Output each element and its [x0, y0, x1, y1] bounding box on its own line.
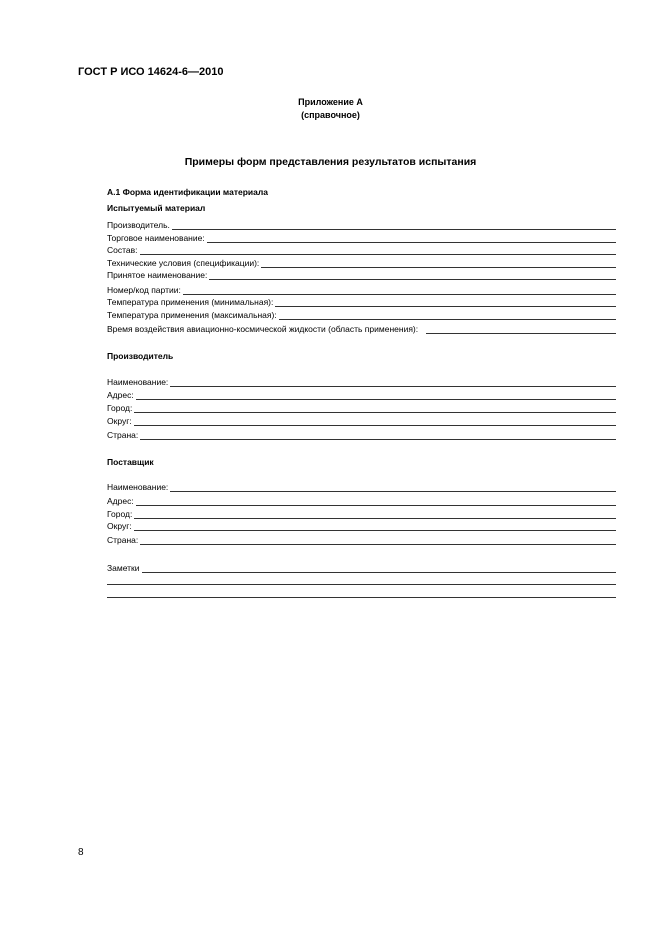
field-blank: [279, 310, 616, 320]
document-header: ГОСТ Р ИСО 14624-6—2010: [78, 66, 224, 78]
form-field-temp-min: [107, 295, 616, 307]
field-label: Страна:: [107, 535, 139, 545]
field-blank: [170, 482, 616, 492]
form-field-manufacturer-address: [107, 388, 616, 400]
field-label: Время воздействия авиационно-космической жидкости (область применения):: [107, 324, 419, 334]
form-field-manufacturer-district: [107, 414, 616, 426]
field-label: Адрес:: [107, 390, 134, 400]
section-heading: А.1 Форма идентификации материала: [107, 187, 268, 197]
form-field-supplier-district: [107, 519, 616, 531]
form-field-supplier-city: [107, 507, 616, 519]
form-field-specifications: [107, 256, 616, 268]
form-field-manufacturer-country: [107, 428, 616, 440]
field-blank: [134, 403, 616, 413]
field-blank: [170, 377, 616, 387]
field-label: Город:: [107, 509, 133, 519]
field-blank: [172, 220, 616, 230]
manufacturer-heading: Производитель: [107, 351, 174, 361]
field-label: Температура применения (минимальная):: [107, 297, 274, 307]
field-blank: [183, 285, 616, 295]
field-blank: [261, 258, 616, 268]
field-label: Наименование:: [107, 482, 169, 492]
supplier-heading: Поставщик: [107, 457, 154, 467]
field-blank: [134, 416, 616, 426]
field-label: Торговое наименование:: [107, 233, 205, 243]
form-field-manufacturer-name: [107, 375, 616, 387]
form-field-accepted-name: [107, 268, 616, 280]
notes-blank-line: [107, 597, 616, 598]
field-blank: [134, 521, 616, 531]
form-field-temp-max: [107, 308, 616, 320]
field-label: Технические условия (спецификации):: [107, 258, 260, 268]
field-label: Производитель.: [107, 220, 170, 230]
field-blank: [134, 509, 616, 519]
field-blank: [140, 535, 616, 545]
field-label: Адрес:: [107, 496, 134, 506]
field-label: Округ:: [107, 521, 132, 531]
field-blank: [140, 430, 616, 440]
form-field-notes: [107, 561, 616, 573]
field-blank: [136, 496, 616, 506]
field-blank: [140, 245, 616, 255]
field-label: Температура применения (максимальная):: [107, 310, 277, 320]
field-label: Заметки: [107, 563, 140, 573]
form-field-manufacturer-city: [107, 401, 616, 413]
form-field-composition: [107, 243, 616, 255]
form-field-supplier-country: [107, 533, 616, 545]
page-title: Примеры форм представления результатов испытания: [184, 156, 477, 168]
field-label: Округ:: [107, 416, 132, 426]
field-label: Номер/код партии:: [107, 285, 181, 295]
form-field-exposure-time: [107, 322, 616, 334]
form-field-producer: [107, 218, 616, 230]
field-label: Состав:: [107, 245, 138, 255]
material-heading: Испытуемый материал: [107, 203, 206, 213]
annex-type: (справочное): [301, 110, 360, 120]
page-number: 8: [78, 847, 84, 858]
form-field-supplier-name: [107, 480, 616, 492]
field-label: Страна:: [107, 430, 139, 440]
field-label: Город:: [107, 403, 133, 413]
field-blank: [136, 390, 616, 400]
form-field-batch-code: [107, 283, 616, 295]
annex-label: Приложение А: [298, 97, 363, 107]
field-label: Наименование:: [107, 377, 169, 387]
field-label: Принятое наименование:: [107, 270, 208, 280]
field-blank: [275, 297, 616, 307]
field-blank: [209, 270, 616, 280]
field-blank: [142, 563, 616, 573]
field-blank: [207, 233, 616, 243]
notes-blank-line: [107, 584, 616, 585]
form-field-supplier-address: [107, 494, 616, 506]
form-field-trade-name: [107, 231, 616, 243]
field-blank: [426, 324, 616, 334]
